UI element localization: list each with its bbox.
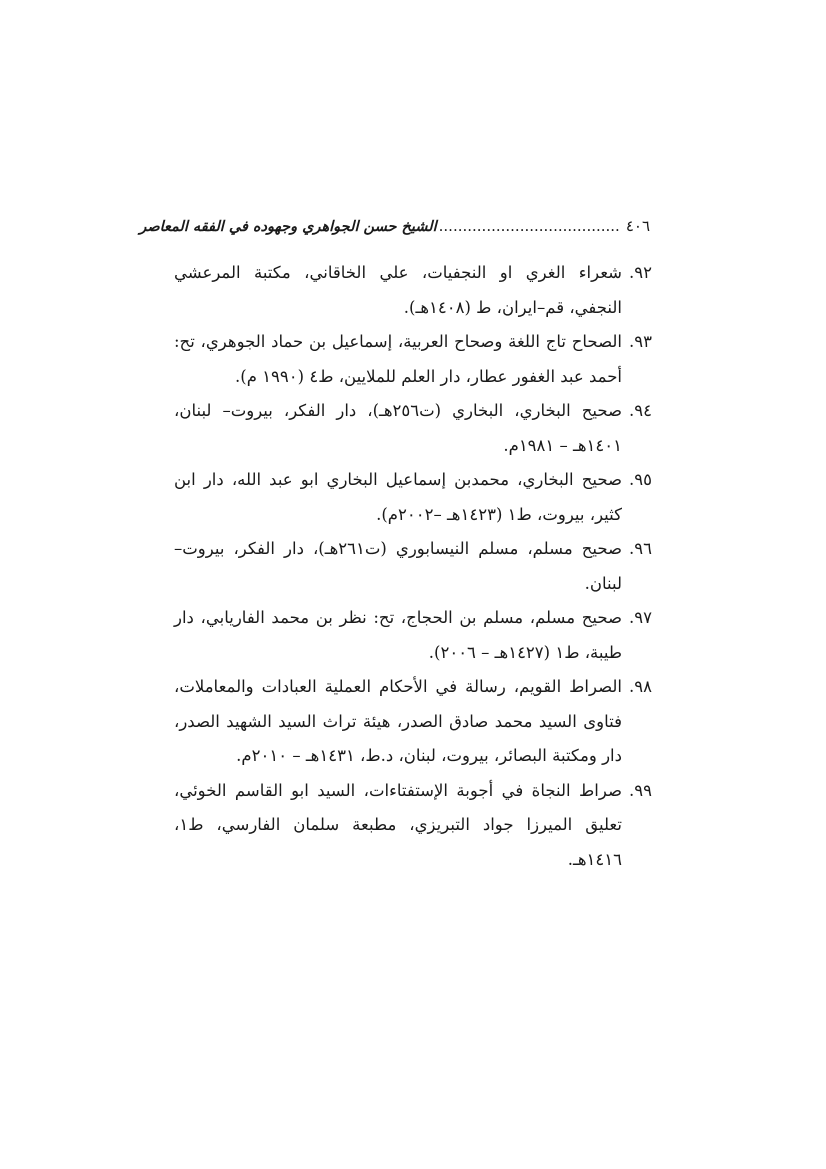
entry-text: الصحاح تاج اللغة وصحاح العربية، إسماعيل بن حماد الجوهري، تح: أحمد عبد الغفور عطار، دار العلم للملايين، ط٤ (١٩٩٠ م). <box>174 332 622 386</box>
leader-dots: ...................................... <box>438 217 620 235</box>
entry-text: الصراط القويم، رسالة في الأحكام العملية العبادات والمعاملات، فتاوى السيد محمد صادق الصدر، هيئة تراث السيد الشهيد الصدر، دار ومكتبة البصائر، بيروت، لبنان، د.ط، ١٤٣١هـ – ٢٠١٠م. <box>174 677 622 765</box>
entry-text: صحيح البخاري، البخاري (ت٢٥٦هـ)، دار الفكر، بيروت– لبنان، ١٤٠١هـ – ١٩٨١م. <box>174 401 623 455</box>
entry-number: ٩٨. <box>629 677 652 696</box>
bibliography-entry <box>174 532 652 601</box>
running-title: الشيخ حسن الجواهري وجهوده في الفقه المعاصر <box>139 218 437 235</box>
bibliography-entry <box>174 670 652 774</box>
entry-text: صحيح البخاري، محمدبن إسماعيل البخاري ابو عبد الله، دار ابن كثير، بيروت، ط١ (١٤٢٣هـ –٢٠٠٢م). <box>174 470 622 524</box>
entry-number: ٩٤. <box>629 401 652 420</box>
entry-number: ٩٧. <box>629 608 652 627</box>
running-header <box>139 217 650 245</box>
entry-text: صراط النجاة في أجوبة الإستفتاءات، السيد ابو القاسم الخوئي، تعليق الميرزا جواد التبريزي، مطبعة سلمان الفارسي، ط١، ١٤١٦هـ. <box>174 780 622 869</box>
entry-number: ٩٩. <box>629 780 652 800</box>
bibliography-entry <box>174 601 652 670</box>
entry-number: ٩٣. <box>629 332 652 351</box>
entry-number: ٩٢. <box>629 263 652 282</box>
bibliography-entry <box>174 256 652 325</box>
header-divider <box>174 246 650 247</box>
entry-text: صحيح مسلم، مسلم بن الحجاج، تح: نظر بن محمد الفاريابي، دار طيبة، ط١ (١٤٢٧هـ – ٢٠٠٦). <box>174 608 622 662</box>
entry-text: صحيح مسلم، مسلم النيسابوري (ت٢٦١هـ)، دار الفكر، بيروت– لبنان. <box>174 539 623 593</box>
entry-text: شعراء الغري او النجفيات، علي الخاقاني، مكتبة المرعشي النجفي، قم–ايران، ط (١٤٠٨هـ). <box>174 263 622 317</box>
entry-number: ٩٥. <box>629 470 652 489</box>
bibliography-entry <box>174 394 652 463</box>
bibliography-entry <box>174 325 652 394</box>
entry-number: ٩٦. <box>629 539 652 558</box>
bibliography-list <box>174 256 652 877</box>
bibliography-entry <box>174 774 652 878</box>
page-number: ٤٠٦ <box>625 217 650 235</box>
bibliography-entry <box>174 463 652 532</box>
